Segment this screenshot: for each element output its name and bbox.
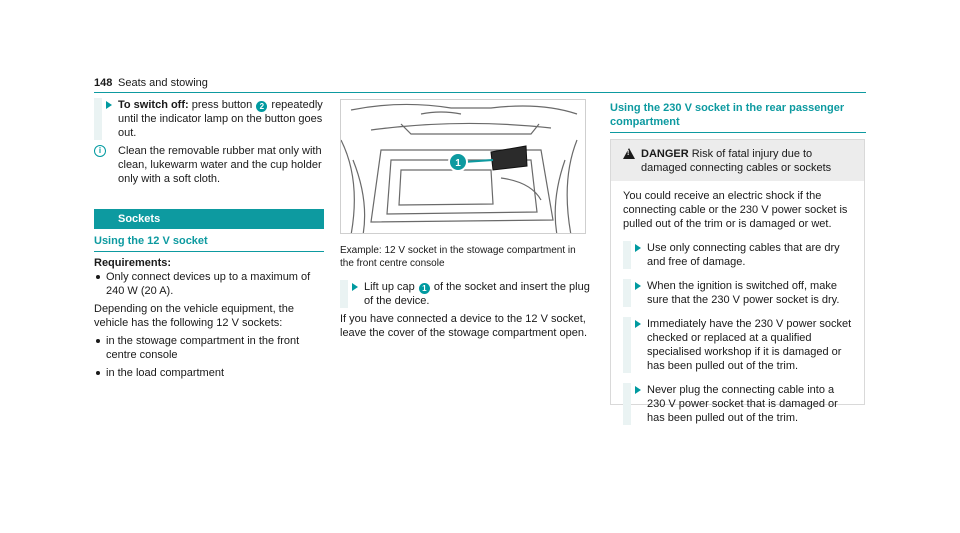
danger-step-text: When the ignition is switched off, make sure that the 230 V power socket is dry. xyxy=(647,280,840,306)
stowage-paragraph: If you have connected a device to the 12 V socket, leave the cover of the stowage compartment open. xyxy=(340,313,588,339)
danger-step xyxy=(623,241,854,269)
socket-location-text: in the load compartment xyxy=(106,367,225,379)
subsection-underline xyxy=(94,251,324,252)
info-icon: i xyxy=(94,145,106,157)
bullet-dot-icon xyxy=(96,339,100,343)
note-text: Clean the removable rubber mat only with clean, lukewarm water and the cup holder only with a soft cloth. xyxy=(118,145,322,185)
subsection-12v-title: Using the 12 V socket xyxy=(94,235,208,247)
page-title: Seats and stowing xyxy=(118,77,208,89)
page-number: 148 xyxy=(94,77,113,89)
sockets-intro: Depending on the vehicle equipment, the vehicle has the following 12 V sockets: xyxy=(94,303,294,329)
step-switch-off xyxy=(94,98,324,140)
warning-exclamation-icon: ! xyxy=(627,150,630,157)
danger-paragraph: You could receive an electric shock if the connecting cable or the 230 V power socket is pulled out of the trim or is damaged or wet. xyxy=(623,190,848,230)
requirements-label: Requirements: xyxy=(94,257,172,269)
step-bar xyxy=(623,317,631,373)
illustration-caption: Example: 12 V socket in the stowage compartment in the front centre console xyxy=(340,245,576,269)
step-arrow-icon xyxy=(635,320,641,328)
column-middle xyxy=(340,244,590,344)
requirement-item xyxy=(94,270,324,298)
danger-step xyxy=(623,279,854,307)
step-bar xyxy=(94,98,102,140)
danger-step xyxy=(623,383,854,425)
step-arrow-icon xyxy=(635,282,641,290)
column-left-bottom xyxy=(94,256,324,384)
step-off-text-post: repeatedly until the indicator lamp on the button goes out. xyxy=(118,99,323,139)
header-rule xyxy=(94,92,866,93)
step-arrow-icon xyxy=(352,283,358,291)
subsection-12v-heading xyxy=(94,234,324,252)
step-bar xyxy=(623,383,631,425)
step-text-pre: Lift up cap xyxy=(364,281,418,293)
subsection-230v-title: Using the 230 V socket in the rear passenger compartment xyxy=(610,102,845,128)
socket-location-text: in the stowage compartment in the front centre console xyxy=(106,335,300,361)
callout-number: 1 xyxy=(455,158,461,169)
callout-badge-2: 2 xyxy=(256,101,267,112)
step-off-text-pre: press button xyxy=(188,99,256,111)
danger-body xyxy=(611,181,864,425)
danger-label: DANGER xyxy=(641,148,689,160)
list-item xyxy=(94,334,324,362)
danger-head-text: Risk of fatal injury due to damaged connecting cables or sockets xyxy=(641,148,832,174)
callout-badge-1: 1 xyxy=(419,283,430,294)
step-arrow-icon xyxy=(106,101,112,109)
section-title-bar: Sockets xyxy=(94,209,324,229)
step-bar xyxy=(340,280,348,308)
requirement-text: Only connect devices up to a maximum of 240 W (20 A). xyxy=(106,271,311,297)
bullet-dot-icon xyxy=(96,371,100,375)
danger-step-text: Never plug the connecting cable into a 230 V power socket that is damaged or has been pulled out of the trim. xyxy=(647,384,838,424)
socket-illustration xyxy=(340,99,586,234)
subsection-underline xyxy=(610,132,866,133)
step-lift-cap xyxy=(340,280,590,308)
step-text-post: of the socket and insert the plug of the device. xyxy=(364,281,590,307)
step-bar xyxy=(623,241,631,269)
list-item xyxy=(94,366,324,380)
column-left-top xyxy=(94,98,324,186)
page-header xyxy=(94,72,866,92)
subsection-230v-heading xyxy=(610,101,866,133)
danger-step-text: Immediately have the 230 V power socket checked or replaced at a qualified specialised workshop if it is damaged or has been pulled out of the trim. xyxy=(647,318,852,372)
step-bar xyxy=(623,279,631,307)
danger-header xyxy=(611,140,864,181)
info-note xyxy=(94,144,324,186)
step-arrow-icon xyxy=(635,244,641,252)
danger-box xyxy=(610,139,865,424)
bullet-dot-icon xyxy=(96,275,100,279)
danger-step-text: Use only connecting cables that are dry and free of damage. xyxy=(647,242,840,268)
step-off-label: To switch off: xyxy=(118,99,189,111)
danger-step xyxy=(623,317,854,373)
console-drawing xyxy=(341,100,586,234)
step-arrow-icon xyxy=(635,386,641,394)
